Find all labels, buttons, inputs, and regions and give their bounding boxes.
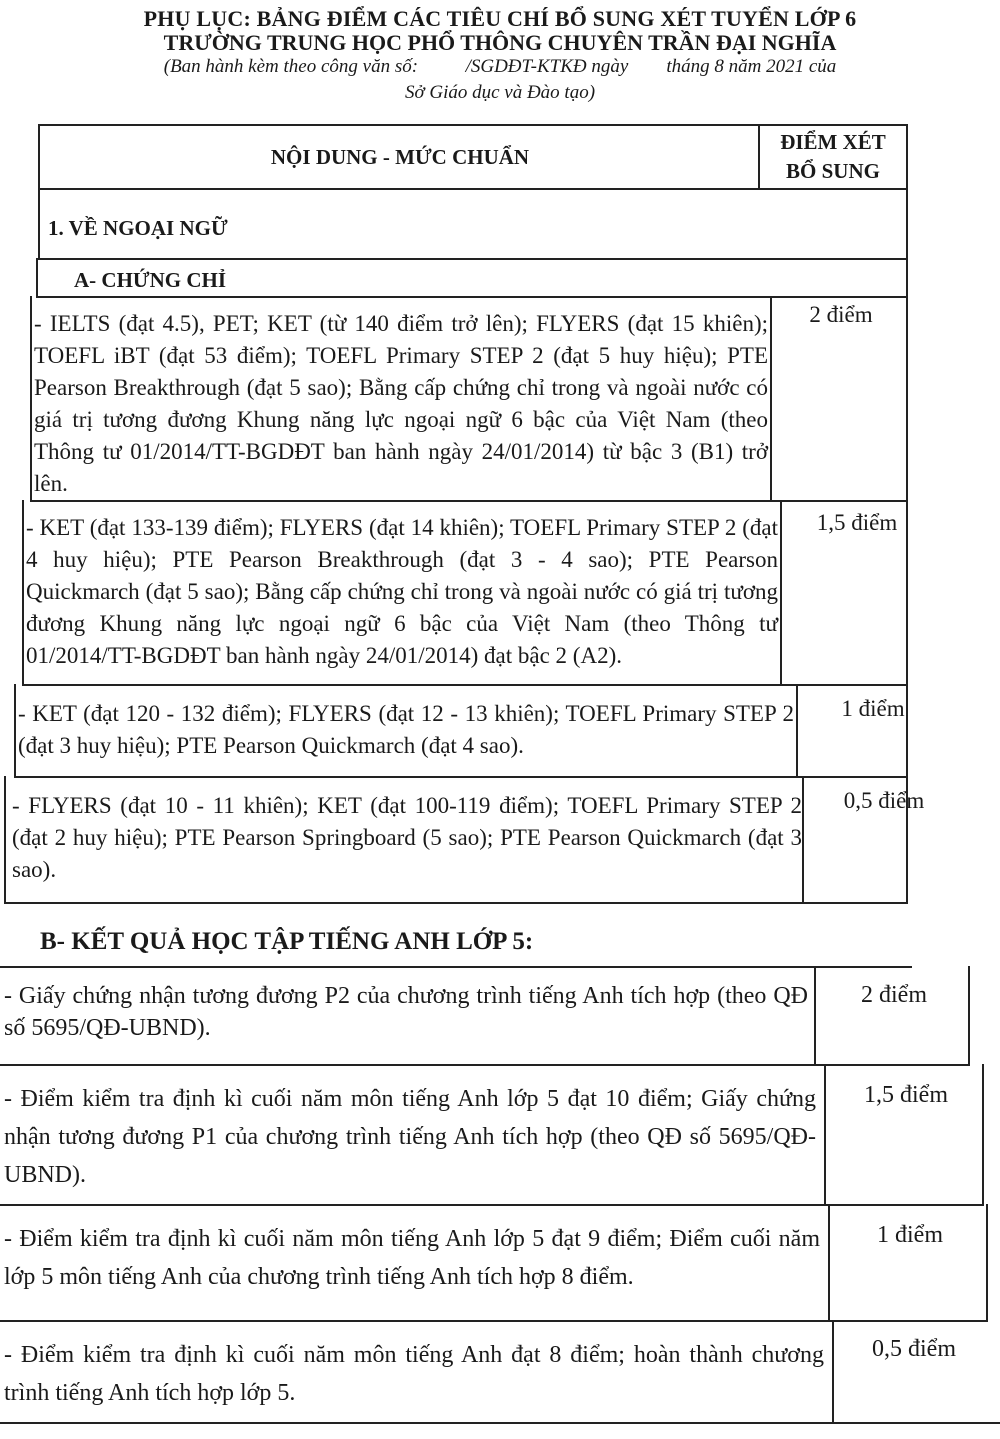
column-header-content: NỘI DUNG - MỨC CHUẨN <box>270 144 530 169</box>
title-line-1: PHỤ LỤC: BẢNG ĐIỂM CÁC TIÊU CHÍ BỔ SUNG XÉT TUYỂN LỚP 6 <box>143 6 857 31</box>
row-b3-content: - Điểm kiểm tra định kì cuối năm môn tiếng Anh lớp 5 đạt 9 điểm; Điểm cuối năm lớp 5 môn tiếng Anh của chương trình tiếng Anh tích hợp 8 điểm. <box>4 1226 820 1290</box>
row-b2-content-cell <box>0 1064 826 1206</box>
row-b4-points-cell <box>832 1320 1000 1424</box>
row-a4-points: 0,5 điểm <box>843 788 925 813</box>
row-b3-content-cell <box>0 1204 830 1322</box>
row-a4-points-cell <box>802 776 925 904</box>
row-b1-content-cell <box>0 966 816 1066</box>
row-a1-content: - IELTS (đạt 4.5), PET; KET (từ 140 điểm trở lên); FLYERS (đạt 15 khiên); TOEFL iBT (đạt 53 điểm); TOEFL Primary STEP 2 (đạt 5 huy hiệu); PTE Pearson Breakthrough (đạt 5 sao); Bằng cấp chứng chỉ trong và ngoài nước có giá trị tương đương Khung năng lực ngoại ngữ 6 bậc của Việt Nam (theo Thông tư 01/2014/TT-BGDĐT ban hành ngày 24/01/2014) từ bậc 3 (B1) trở lên. <box>34 311 768 496</box>
row-b2-points: 1,5 điểm <box>864 1082 948 1108</box>
row-b4-content: - Điểm kiểm tra định kì cuối năm môn tiếng Anh đạt 8 điểm; hoàn thành chương trình tiếng Anh tích hợp lớp 5. <box>4 1342 824 1406</box>
section-b-row <box>0 902 912 968</box>
row-a4-content: - FLYERS (đạt 10 - 11 khiên); KET (đạt 100-119 điểm); TOEFL Primary STEP 2 (đạt 2 huy hiệu); PTE Pearson Springboard (5 sao); PTE Pearson Quickmarch (đạt 3 sao). <box>12 793 802 882</box>
row-a3-content-cell <box>14 684 798 778</box>
issued-note-line-1: (Ban hành kèm theo công văn số: /SGDĐT-KTKĐ ngày tháng 8 năm 2021 của <box>163 56 837 77</box>
row-b2-points-cell <box>824 1064 984 1206</box>
row-a2-points: 1,5 điểm <box>816 510 898 535</box>
row-a3-content: - KET (đạt 120 - 132 điểm); FLYERS (đạt 12 - 13 khiên); TOEFL Primary STEP 2 (đạt 3 huy hiệu); PTE Pearson Quickmarch (đạt 4 sao). <box>18 701 794 758</box>
row-a2-content: - KET (đạt 133-139 điểm); FLYERS (đạt 14 khiên); TOEFL Primary STEP 2 (đạt 4 huy hiệu); PTE Pearson Breakthrough (đạt 3 - 4 sao); PTE Pearson Quickmarch (đạt 5 sao); Bằng cấp chứng chỉ trong và ngoài nước có giá trị tương đương Khung năng lực ngoại ngữ 6 bậc của Việt Nam (theo Thông tư 01/2014/TT-BGDĐT ban hành ngày 24/01/2014) đạt bậc 2 (A2). <box>26 515 778 668</box>
row-a2-points-cell <box>780 500 908 686</box>
section-a-row <box>36 258 908 298</box>
section-1-title: 1. VỀ NGOẠI NGỮ <box>48 216 228 240</box>
issued-note-line-2: Sở Giáo dục và Đào tạo) <box>404 82 596 103</box>
column-header-points-line2: BỔ SUNG <box>786 159 880 183</box>
row-a1-points: 2 điểm <box>809 302 873 327</box>
title-line-2: TRƯỜNG TRUNG HỌC PHỔ THÔNG CHUYÊN TRẦN ĐẠI NGHĨA <box>163 30 837 55</box>
row-b2-content: - Điểm kiểm tra định kì cuối năm môn tiếng Anh lớp 5 đạt 10 điểm; Giấy chứng nhận tương đương P1 của chương trình tiếng Anh tích hợp (theo QĐ số 5695/QĐ-UBND). <box>4 1086 816 1188</box>
row-b3-points: 1 điểm <box>877 1222 943 1248</box>
section-b-title: B- KẾT QUẢ HỌC TẬP TIẾNG ANH LỚP 5: <box>40 928 534 955</box>
row-a3-points: 1 điểm <box>841 696 905 721</box>
row-b4-points: 0,5 điểm <box>872 1336 956 1362</box>
row-a4-content-cell <box>4 776 804 904</box>
row-b1-content: - Giấy chứng nhận tương đương P2 của chương trình tiếng Anh tích hợp (theo QĐ số 5695/QĐ-UBND). <box>4 983 808 1041</box>
row-b1-points-cell <box>814 966 970 1066</box>
row-a1-points-cell <box>770 296 908 502</box>
row-a1-content-cell <box>30 296 772 502</box>
row-b4-content-cell <box>0 1320 834 1424</box>
row-a2-content-cell <box>22 500 782 686</box>
row-b1-points: 2 điểm <box>861 982 927 1008</box>
section-1-row <box>38 188 908 260</box>
section-a-title: A- CHỨNG CHỈ <box>74 268 227 292</box>
header-content-cell <box>38 124 760 190</box>
row-a3-points-cell <box>796 684 908 778</box>
row-b3-points-cell <box>828 1204 988 1322</box>
column-header-points-line1: ĐIỂM XÉT <box>780 130 886 154</box>
header-points-cell <box>758 124 908 190</box>
